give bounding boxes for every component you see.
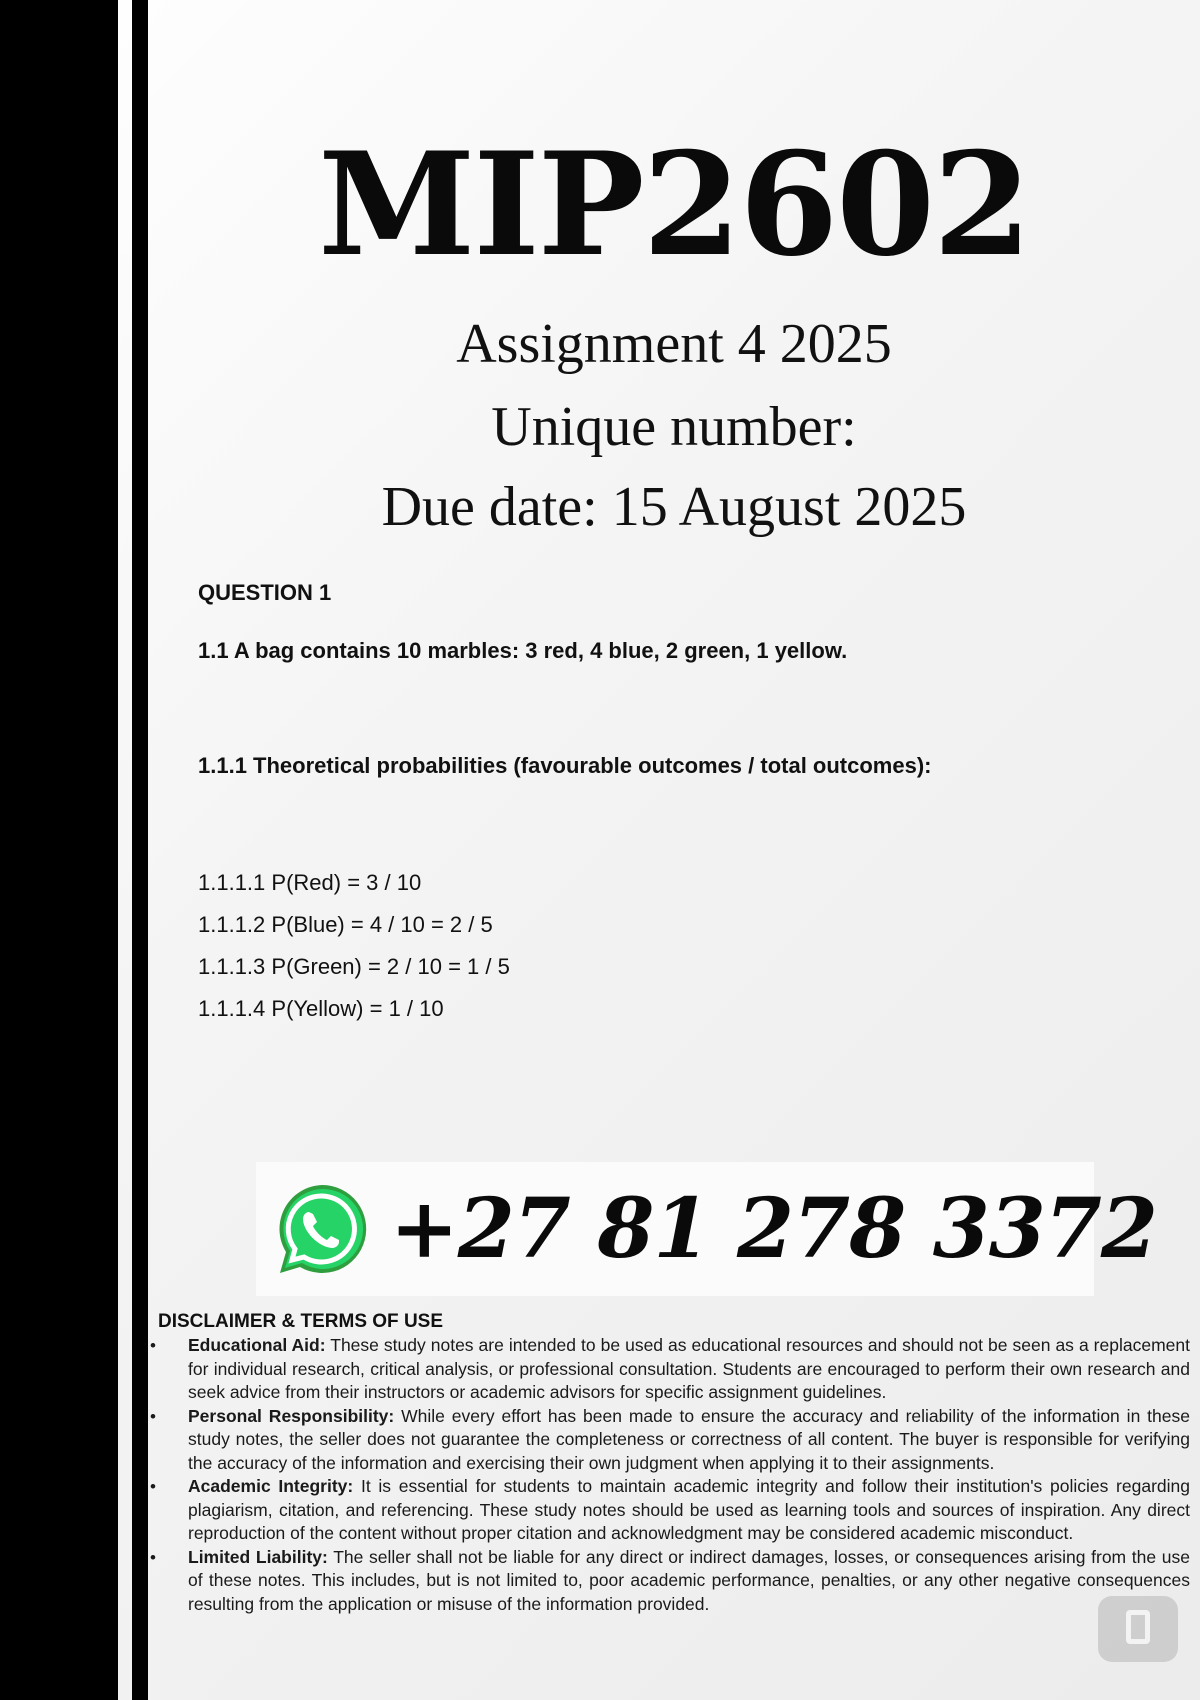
left-margin-stripe bbox=[132, 0, 148, 1700]
disclaimer-text: While every effort has been made to ensure the accuracy and reliability of the information in these study notes, the seller does not guarantee the completeness or correctness of all content. The buyer is responsible for verifying the accuracy of the information and exercising their own judgment when applying it to their assignments. bbox=[188, 1405, 1190, 1473]
left-margin-bar bbox=[0, 0, 118, 1700]
bullet-icon: • bbox=[150, 1547, 156, 1567]
bullet-icon: • bbox=[150, 1336, 156, 1355]
bullet-icon: • bbox=[150, 1477, 156, 1496]
unique-number-label: Unique number: bbox=[491, 396, 857, 458]
disclaimer-item bbox=[150, 1546, 1190, 1617]
disclaimer-term: Educational Aid: bbox=[188, 1335, 326, 1355]
disclaimer-term: Personal Responsibility: bbox=[188, 1405, 395, 1426]
viewer-overlay-button[interactable] bbox=[1098, 1596, 1178, 1662]
disclaimer-item bbox=[150, 1475, 1190, 1546]
question-sub-heading: 1.1.1 Theoretical probabilities (favourable outcomes / total outcomes): bbox=[198, 753, 932, 778]
assignment-label: Assignment 4 2025 bbox=[456, 313, 892, 375]
course-code-title: MIP2602 bbox=[318, 122, 1030, 288]
probability-list bbox=[198, 868, 1148, 1036]
phone-number: +27 81 278 3372 bbox=[390, 1181, 1157, 1277]
disclaimer-title: DISCLAIMER & TERMS OF USE bbox=[158, 1311, 444, 1332]
probability-line: 1.1.1.3 P(Green) = 2 / 10 = 1 / 5 bbox=[198, 954, 510, 979]
whatsapp-icon bbox=[272, 1179, 372, 1279]
probability-line: 1.1.1.4 P(Yellow) = 1 / 10 bbox=[198, 996, 444, 1021]
bullet-icon: • bbox=[150, 1406, 156, 1426]
question-item: 1.1 A bag contains 10 marbles: 3 red, 4 blue, 2 green, 1 yellow. bbox=[198, 638, 848, 663]
question-heading: QUESTION 1 bbox=[198, 580, 332, 605]
disclaimer-term: Academic Integrity: bbox=[188, 1476, 354, 1496]
disclaimer-text: It is essential for students to maintain academic integrity and follow their institution's policies regarding plagiarism, citation, and referencing. These study notes should be used as learning tools and sources of inspiration. Any direct reproduction of the content without proper citation and acknowledgment may be considered academic misconduct. bbox=[188, 1476, 1190, 1543]
contact-banner bbox=[256, 1162, 1157, 1296]
disclaimer-term: Limited Liability: bbox=[188, 1546, 328, 1567]
disclaimer-list bbox=[150, 1334, 1190, 1616]
probability-line: 1.1.1.1 P(Red) = 3 / 10 bbox=[198, 870, 422, 895]
probability-line: 1.1.1.2 P(Blue) = 4 / 10 = 2 / 5 bbox=[198, 912, 493, 937]
disclaimer-item bbox=[150, 1334, 1190, 1405]
disclaimer-section bbox=[150, 1310, 1190, 1616]
due-date-label: Due date: 15 August 2025 bbox=[381, 476, 967, 538]
disclaimer-text: These study notes are intended to be used as educational resources and should not be seen as a replacement for individual research, critical analysis, or professional consultation. Students are encouraged to perform their own research and seek advice from their instructors or academic advisors for specific assignment guidelines. bbox=[188, 1335, 1190, 1402]
disclaimer-text: The seller shall not be liable for any direct or indirect damages, losses, or consequences arising from the use of these notes. This includes, but is not limited to, poor academic performance, penalties, or any other negative consequences resulting from the application or misuse of the information provided. bbox=[188, 1546, 1190, 1614]
page-icon bbox=[1126, 1610, 1150, 1644]
disclaimer-item bbox=[150, 1405, 1190, 1476]
